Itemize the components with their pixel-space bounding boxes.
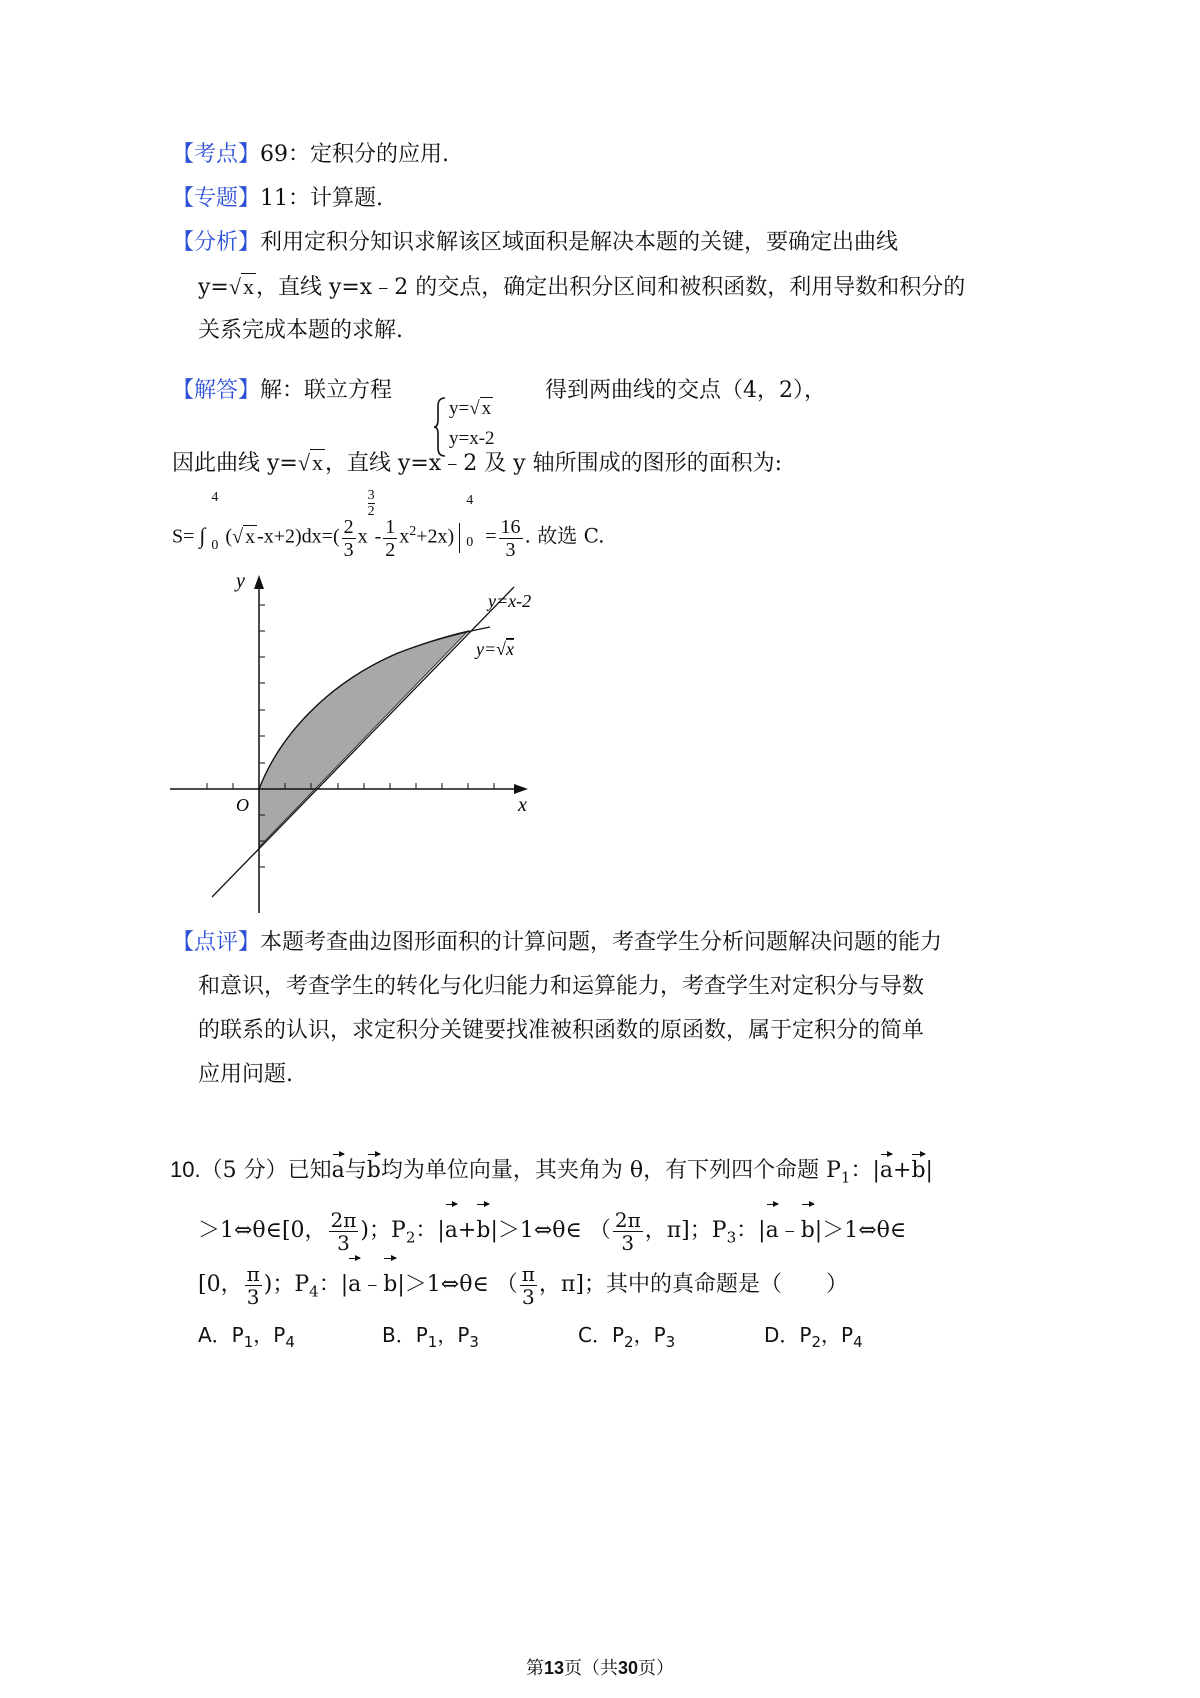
kaodian-tag: 【考点】 [172, 142, 261, 167]
eq1-sqrt: √ x [469, 398, 492, 419]
frac2-num: 1 [385, 515, 396, 538]
integral-formula [172, 488, 605, 564]
fenxi-line1 [172, 228, 898, 258]
p3-range-start: [0， [198, 1272, 243, 1297]
p4-colon: ： [318, 1272, 341, 1297]
x-ticks [207, 783, 494, 789]
frac-pi-3-a [245, 1263, 262, 1308]
dianping-line3: 的联系的认识，求定积分关键要找准被积函数的原函数，属于定积分的简单 [198, 1018, 925, 1043]
option-a-s2: 4 [285, 1333, 295, 1351]
frac3-den: 3 [505, 538, 516, 561]
option-c[interactable] [578, 1320, 675, 1357]
frac-pi-3-b [520, 1263, 537, 1308]
option-d-s2: 4 [853, 1333, 863, 1351]
footer-post: 页） [638, 1658, 675, 1679]
fraction-2-3 [342, 516, 356, 561]
y-axis-arrow-icon [254, 575, 264, 589]
curve-label [474, 639, 514, 659]
abs-close-3: | [814, 1218, 823, 1243]
jieda-sqrt: √x [297, 450, 323, 475]
frac-pi-den-a: 3 [246, 1284, 260, 1309]
dianping-text1: 本题考查曲边图形面积的计算问题，考查学生分析问题解决问题的能力 [260, 930, 943, 955]
vector-a-p2: a [445, 1200, 458, 1256]
option-b-label: B．P [382, 1323, 428, 1347]
exp1-num: 3 [367, 488, 375, 503]
option-c-mid: ，P [633, 1323, 666, 1347]
integrand-radicand: x [245, 525, 256, 548]
footer-mid: 页（共 [564, 1658, 618, 1679]
p1-colon: ： [850, 1158, 873, 1183]
frac-3-den-a: 3 [337, 1230, 350, 1255]
antiderivative-tail: +2x) [416, 525, 455, 548]
abs-close-2: | [490, 1218, 498, 1243]
frac1-num: 2 [343, 515, 354, 538]
q10-line3 [198, 1254, 848, 1309]
exp2: 2 [409, 524, 417, 539]
option-b-mid: ，P [437, 1323, 470, 1347]
curve-label-rad: x [506, 639, 515, 659]
vector-b: b [367, 1150, 381, 1186]
option-d-label: D．P [764, 1323, 812, 1347]
jieda-tag: 【解答】 [172, 378, 261, 403]
jieda-line2 [172, 448, 782, 479]
frac-3-den-b: 3 [621, 1230, 635, 1255]
bar-lower: 0 [466, 534, 474, 550]
jieda-intersection: 得到两曲线的交点（4，2）， [545, 378, 826, 403]
vector-a-p1: a [880, 1150, 893, 1186]
option-a-mid: ，P [253, 1323, 286, 1347]
p3-label: ，π]；P [644, 1218, 727, 1243]
x-axis-arrow-icon [514, 784, 528, 794]
q10-score: （5 分） [200, 1158, 288, 1183]
eq1-radicand: x [481, 398, 492, 419]
dianping-line1 [172, 928, 942, 958]
p2-range: ＞1⇔θ∈ （ [497, 1218, 611, 1243]
frac-pi-den-b: 3 [521, 1284, 535, 1309]
abs-open-1: | [872, 1158, 880, 1183]
origin-label: O [236, 795, 249, 815]
p4-sub: 4 [309, 1282, 319, 1301]
option-c-s1: 2 [624, 1333, 634, 1351]
fraction-16-3 [499, 516, 523, 561]
page-footer [0, 1654, 1200, 1680]
dianping-line4: 应用问题. [198, 1062, 293, 1087]
zhuanti-tag: 【专题】 [172, 186, 261, 211]
option-b-s2: 3 [469, 1333, 479, 1351]
option-d-mid: ，P [821, 1323, 854, 1347]
footer-total: 30 [618, 1658, 639, 1678]
line-y-eq-x-minus-2 [212, 587, 514, 897]
exponent-3-2 [368, 488, 375, 519]
frac-2pi-3-a [329, 1209, 359, 1254]
minus-p4: ﹣ [361, 1272, 384, 1297]
sqrt-expression: √x [228, 274, 254, 299]
p4-label: )；P [263, 1272, 310, 1297]
frac-2pi-num-a: 2π [330, 1207, 357, 1232]
y-axis-label: y [236, 570, 245, 592]
frac-2pi-3-b [613, 1209, 643, 1254]
jieda-line2-pre: 因此曲线 y= [172, 451, 298, 476]
abs-open-2: | [437, 1218, 445, 1243]
x-power-1: x [357, 525, 368, 548]
s-eq: S= [172, 525, 195, 548]
p2-colon: ： [415, 1218, 438, 1243]
sqrt-radicand: x [242, 274, 254, 299]
option-b-s1: 1 [427, 1333, 438, 1351]
q10-number: 10. [170, 1157, 201, 1182]
vector-a-p3: a [766, 1200, 779, 1256]
equation-2: y=x-2 [449, 428, 495, 449]
vector-a-p4: a [348, 1254, 361, 1310]
fenxi-text3: 关系完成本题的求解. [198, 318, 403, 343]
option-a-label: A．P [198, 1323, 244, 1347]
bar-upper: 4 [466, 492, 474, 508]
frac-pi-num-a: π [246, 1261, 260, 1286]
fraction-1-2 [383, 516, 397, 561]
p2-label: )；P [360, 1218, 406, 1243]
abs-open-3: | [758, 1218, 766, 1243]
frac2-den: 2 [385, 538, 396, 561]
zhuanti-line [172, 184, 383, 214]
footer-pre: 第 [525, 1658, 544, 1679]
jieda-line1-b [545, 376, 826, 406]
p3-colon: ： [736, 1218, 759, 1243]
fenxi-line3 [198, 316, 403, 346]
minus-p3: ﹣ [778, 1218, 801, 1243]
x-power-2: x [399, 525, 410, 548]
fenxi-y-eq: y= [198, 275, 229, 300]
evaluation-bar [459, 492, 485, 569]
option-c-label: C．P [578, 1323, 625, 1347]
frac1-den: 3 [343, 538, 354, 561]
plus-p1: + [893, 1158, 912, 1183]
fenxi-tag: 【分析】 [172, 230, 261, 255]
abs-close-1: | [925, 1158, 933, 1183]
zhuanti-text: 11：计算题. [260, 186, 384, 211]
integrand-rest: -x+2)dx=( [257, 525, 340, 548]
q10-line1 [170, 1150, 933, 1192]
option-d[interactable] [764, 1320, 863, 1357]
plus-p2: + [457, 1218, 477, 1243]
frac3-num: 16 [500, 515, 521, 538]
frac-2pi-num-b: 2π [614, 1207, 641, 1232]
p3-sub: 3 [726, 1228, 737, 1247]
jieda-pre: 解：联立方程 [260, 378, 393, 403]
jieda-radicand: x [311, 450, 323, 475]
line-label: y=x-2 [488, 591, 532, 611]
integral-symbol: ∫ [199, 522, 206, 548]
equation-1 [449, 398, 493, 420]
p4-range: ＞1⇔θ∈ （ [404, 1272, 518, 1297]
vector-b-p4: b [383, 1254, 397, 1310]
q10-text2: 均为单位向量，其夹角为 θ，有下列四个命题 P [380, 1158, 841, 1183]
p2-sub: 2 [405, 1228, 416, 1247]
integral-upper: 4 [211, 489, 219, 505]
dianping-tag: 【点评】 [172, 930, 261, 955]
area-figure [168, 565, 540, 915]
fenxi-line2 [198, 272, 965, 303]
integrand-sqrt: √ x [232, 525, 256, 548]
q10-line2 [198, 1200, 907, 1255]
vector-b-p3: b [801, 1200, 815, 1256]
option-d-s1: 2 [811, 1333, 822, 1351]
answer-choice: . 故选 C. [524, 523, 605, 548]
shaded-region [259, 631, 468, 847]
eq1-lhs: y= [449, 398, 470, 419]
p1-sub: 1 [840, 1168, 851, 1187]
p3-range: ＞1⇔θ∈ [822, 1218, 907, 1243]
q10-text1: 已知 [287, 1158, 332, 1183]
jieda-line1-a [172, 376, 392, 406]
p1-range: ＞1⇔θ∈[0， [198, 1218, 327, 1243]
option-b[interactable] [382, 1320, 479, 1357]
dianping-line2: 和意识，考查学生的转化与化归能力和运算能力，考查学生对定积分与导数 [198, 974, 925, 999]
curve-label-pre: y= [476, 639, 497, 659]
frac-pi-num-b: π [521, 1261, 535, 1286]
option-a[interactable] [198, 1320, 295, 1357]
equals-sign: = [485, 525, 497, 548]
integral-sign [199, 489, 225, 569]
exp1-den: 2 [367, 504, 375, 519]
fenxi-text1: 利用定积分知识求解该区域面积是解决本题的关键，要确定出曲线 [260, 230, 899, 255]
option-c-s2: 3 [665, 1333, 676, 1351]
integral-lower: 0 [211, 537, 219, 553]
kaodian-line [172, 140, 449, 170]
q10-yu: 与 [344, 1158, 367, 1183]
abs-close-4: | [397, 1272, 405, 1297]
vector-a: a [332, 1150, 345, 1186]
option-a-s1: 1 [243, 1333, 254, 1351]
vector-b-p2: b [476, 1200, 490, 1256]
x-axis-label: x [518, 794, 527, 816]
abs-open-4: | [340, 1272, 349, 1297]
curve-label-sqrt-icon: √ [496, 639, 507, 659]
jieda-line2-post: ，直线 y=x﹣2 及 y 轴所围成的图形的面积为: [324, 451, 783, 476]
fenxi-text2: ，直线 y=x﹣2 的交点，确定出积分区间和被积函数，利用导数和积分的 [255, 275, 966, 300]
footer-page: 13 [543, 1658, 564, 1678]
kaodian-text: 69：定积分的应用. [260, 142, 450, 167]
vector-b-p1: b [911, 1150, 925, 1186]
q10-ask: ，π]；其中的真命题是（ ） [538, 1272, 848, 1297]
open-paren: ( [225, 525, 233, 548]
minus-sign: - [374, 525, 382, 548]
